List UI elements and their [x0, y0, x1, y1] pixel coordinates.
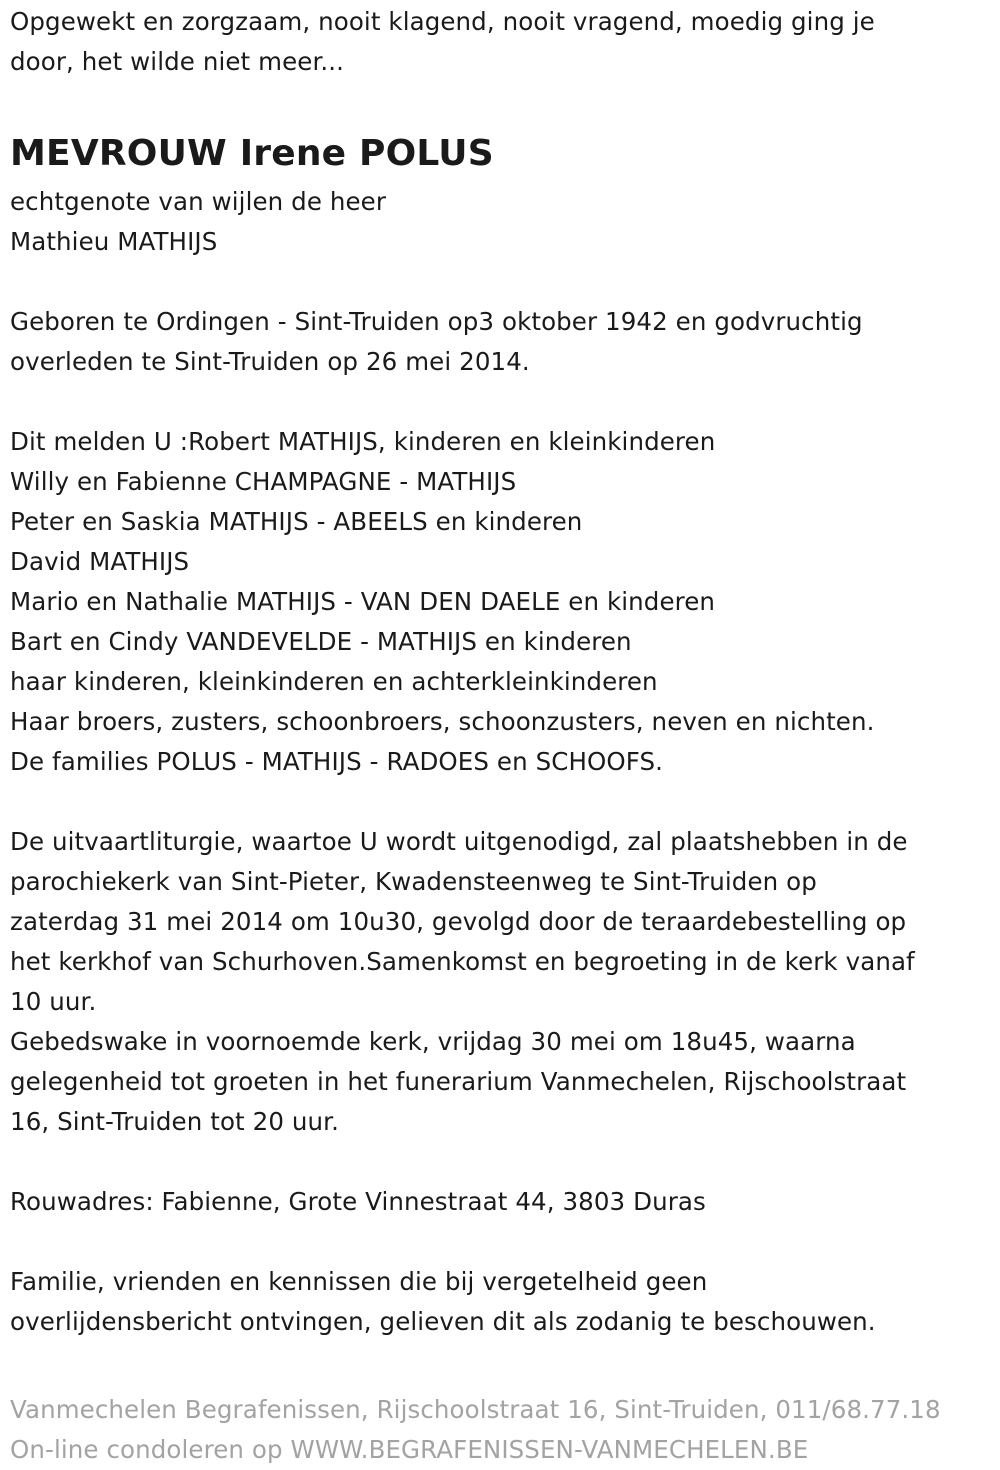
spouse-line: Mathieu MATHIJS	[10, 227, 218, 256]
obituary-notice	[10, 0, 995, 1470]
funeral-section	[10, 822, 995, 1142]
spacer	[10, 1142, 995, 1182]
notice-line: overlijdensbericht ontvingen, gelieven dit als zodanig te beschouwen.	[10, 1307, 876, 1336]
deceased-name	[10, 126, 995, 182]
spacer	[10, 1222, 995, 1262]
birth-line: overleden te Sint-Truiden op 26 mei 2014.	[10, 347, 530, 376]
spacer	[10, 262, 995, 302]
mourning-address-section	[10, 1182, 995, 1222]
spacer	[10, 1342, 995, 1382]
notice-section	[10, 1262, 995, 1342]
spouse-section	[10, 182, 995, 262]
family-line: David MATHIJS	[10, 547, 190, 576]
funeral-line: 16, Sint-Truiden tot 20 uur.	[10, 1107, 339, 1136]
family-line: Haar broers, zusters, schoonbroers, schoonzusters, neven en nichten.	[10, 707, 875, 736]
funeral-line: 10 uur.	[10, 987, 97, 1016]
funeral-line: Gebedswake in voornoemde kerk, vrijdag 30 mei om 18u45, waarna	[10, 1027, 856, 1056]
funeral-line: De uitvaartliturgie, waartoe U wordt uitgenodigd, zal plaatshebben in de	[10, 827, 908, 856]
family-line: Mario en Nathalie MATHIJS - VAN DEN DAELE en kinderen	[10, 587, 716, 616]
spacer	[10, 382, 995, 422]
intro-line: door, het wilde niet meer...	[10, 47, 345, 76]
family-section	[10, 422, 995, 782]
spacer	[10, 782, 995, 822]
birth-line: Geboren te Ordingen - Sint-Truiden op3 oktober 1942 en godvruchtig	[10, 307, 863, 336]
condolence-website: On-line condoleren op WWW.BEGRAFENISSEN-VANMECHELEN.BE	[10, 1435, 809, 1464]
funeral-home-footer	[10, 1390, 995, 1470]
birth-death-section	[10, 302, 995, 382]
funeral-line: het kerkhof van Schurhoven.Samenkomst en begroeting in de kerk vanaf	[10, 947, 915, 976]
funeral-home-contact: Vanmechelen Begrafenissen, Rijschoolstraat 16, Sint-Truiden, 011/68.77.18	[10, 1395, 941, 1424]
family-line: Dit melden U :Robert MATHIJS, kinderen en kleinkinderen	[10, 427, 716, 456]
family-line: Willy en Fabienne CHAMPAGNE - MATHIJS	[10, 467, 517, 496]
family-line: haar kinderen, kleinkinderen en achterkleinkinderen	[10, 667, 658, 696]
family-line: Bart en Cindy VANDEVELDE - MATHIJS en kinderen	[10, 627, 632, 656]
spouse-line: echtgenote van wijlen de heer	[10, 187, 387, 216]
funeral-line: zaterdag 31 mei 2014 om 10u30, gevolgd door de teraardebestelling op	[10, 907, 907, 936]
name-title: MEVROUW	[10, 133, 227, 174]
intro-verse	[10, 2, 995, 82]
notice-line: Familie, vrienden en kennissen die bij vergetelheid geen	[10, 1267, 708, 1296]
mourning-address: Rouwadres: Fabienne, Grote Vinnestraat 44, 3803 Duras	[10, 1187, 706, 1216]
intro-line: Opgewekt en zorgzaam, nooit klagend, nooit vragend, moedig ging je	[10, 7, 875, 36]
family-line: Peter en Saskia MATHIJS - ABEELS en kinderen	[10, 507, 583, 536]
family-line: De families POLUS - MATHIJS - RADOES en SCHOOFS.	[10, 747, 664, 776]
funeral-line: gelegenheid tot groeten in het funerarium Vanmechelen, Rijschoolstraat	[10, 1067, 907, 1096]
funeral-line: parochiekerk van Sint-Pieter, Kwadensteenweg te Sint-Truiden op	[10, 867, 817, 896]
name-full: Irene POLUS	[239, 133, 494, 174]
